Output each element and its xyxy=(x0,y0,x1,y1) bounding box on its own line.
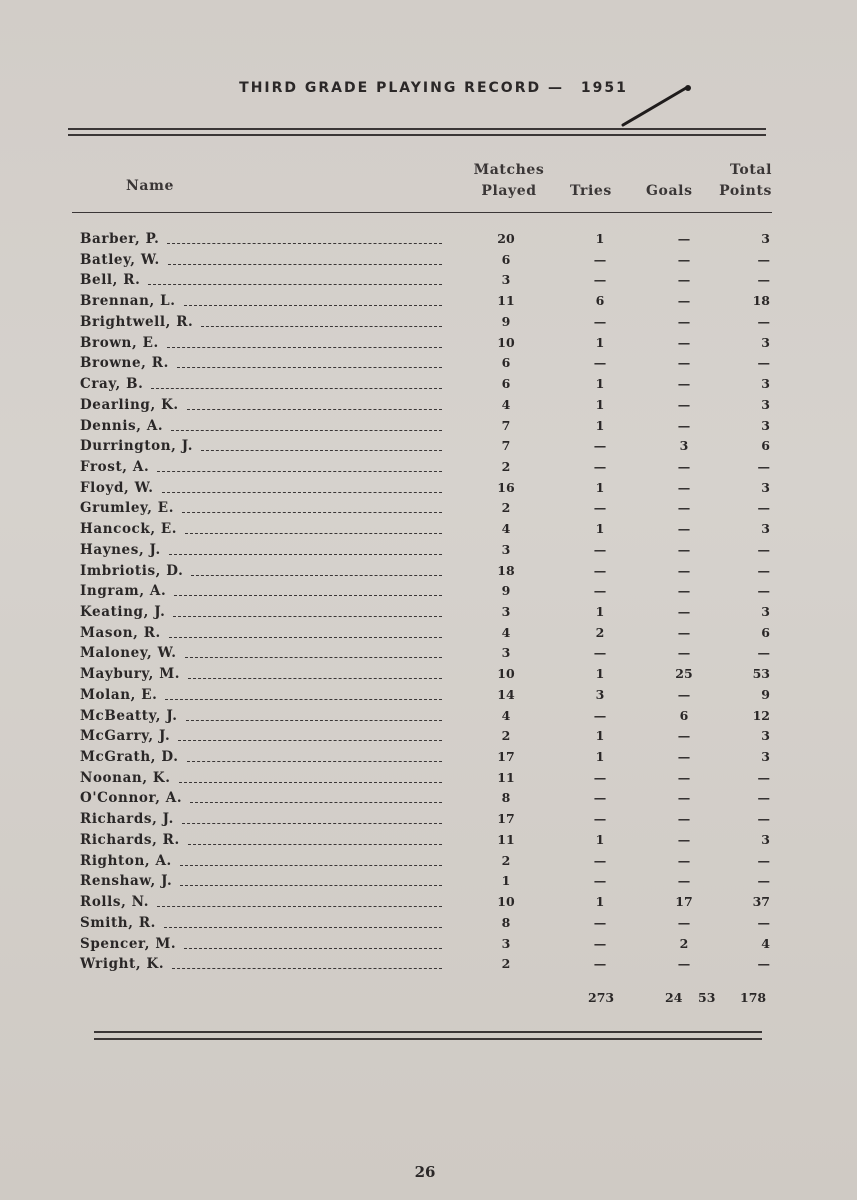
table-row xyxy=(0,436,857,456)
total-points-value: — xyxy=(757,272,770,288)
table-row xyxy=(0,312,857,332)
player-name: Spencer, M. xyxy=(80,935,177,952)
tries-value: 1 xyxy=(595,231,605,246)
tries-value: — xyxy=(593,914,607,930)
matches-played: 2 xyxy=(501,458,511,474)
goals-value: — xyxy=(677,583,691,599)
player-name: Richards, R. xyxy=(80,831,180,848)
total-points-value: — xyxy=(757,500,770,516)
total-points-value: 3 xyxy=(761,831,770,847)
title-year: 1951 xyxy=(580,80,628,96)
table-row xyxy=(0,664,857,684)
tries-value: — xyxy=(593,769,607,785)
matches-played: 7 xyxy=(501,438,511,454)
table-row xyxy=(0,954,857,974)
leader-dashes xyxy=(184,296,442,306)
leader-dashes xyxy=(184,939,442,949)
total-points-value: — xyxy=(757,313,770,329)
matches-played: 2 xyxy=(501,728,511,744)
tries-value: — xyxy=(593,645,607,661)
matches-played: 10 xyxy=(497,666,515,682)
leader-dashes xyxy=(188,669,442,679)
goals-value: — xyxy=(677,852,691,868)
player-name: Smith, R. xyxy=(80,914,156,931)
total-points-value: — xyxy=(757,251,770,267)
goals-value: — xyxy=(677,831,691,847)
goals-value: — xyxy=(677,293,691,309)
tries-value: — xyxy=(593,272,607,288)
leader-dashes xyxy=(167,338,442,348)
tries-value: 1 xyxy=(595,417,605,433)
goals-value: — xyxy=(677,604,691,619)
leader-dashes xyxy=(168,255,442,265)
leader-dashes xyxy=(187,752,442,762)
goals-value: — xyxy=(677,686,691,702)
goals-value: — xyxy=(677,521,691,537)
leader-dashes xyxy=(171,421,442,431)
matches-played: 14 xyxy=(497,686,515,702)
total-points-value: 3 xyxy=(761,396,770,412)
tries-value: — xyxy=(593,313,607,329)
leader-dashes xyxy=(177,358,442,368)
matches-played: 8 xyxy=(501,790,511,806)
total-points-value: 4 xyxy=(761,935,770,951)
tries-value: — xyxy=(593,500,607,516)
player-name: Haynes, J. xyxy=(80,541,161,558)
player-name: Barber, P. xyxy=(80,231,160,247)
matches-played: 9 xyxy=(501,583,511,599)
player-name: Maybury, M. xyxy=(80,666,181,683)
total-points-value: — xyxy=(757,458,770,474)
leader-dashes xyxy=(185,648,442,658)
leader-dashes xyxy=(151,379,442,389)
table-row xyxy=(0,768,857,788)
table-row xyxy=(0,416,857,436)
total-points-value: 3 xyxy=(761,479,770,495)
tries-value: — xyxy=(593,707,607,723)
goals-value: — xyxy=(677,769,691,785)
matches-played: 20 xyxy=(497,231,515,246)
leader-dashes xyxy=(157,462,442,472)
tries-value: 1 xyxy=(595,831,605,847)
goals-value: — xyxy=(677,458,691,474)
matches-played: 17 xyxy=(497,749,515,764)
header-tries: Tries xyxy=(570,183,612,199)
table-row xyxy=(0,934,857,954)
tries-value: 1 xyxy=(595,894,605,909)
leader-dashes xyxy=(186,711,442,721)
table-row xyxy=(0,871,857,891)
goals-value: — xyxy=(677,790,691,806)
goals-value: 3 xyxy=(679,438,689,454)
matches-played: 3 xyxy=(501,935,511,951)
table-row xyxy=(0,581,857,601)
table-row xyxy=(0,830,857,850)
header-total-points: Total Points xyxy=(719,162,772,199)
total-points-value: 37 xyxy=(752,894,770,909)
leader-dashes xyxy=(172,959,442,969)
table-row xyxy=(0,353,857,373)
tries-value: — xyxy=(593,790,607,806)
player-name: Richards, J. xyxy=(80,811,174,828)
goals-value: — xyxy=(677,811,691,827)
total-points-value: — xyxy=(757,562,770,578)
goals-value: — xyxy=(677,251,691,267)
tries-value: 1 xyxy=(595,728,605,744)
tries-value: — xyxy=(593,458,607,474)
total-points-value: — xyxy=(757,811,770,827)
matches-played: 7 xyxy=(501,417,511,433)
goals-value: — xyxy=(677,728,691,744)
table-row xyxy=(0,478,857,498)
total-matches: 273 xyxy=(588,990,615,1005)
tries-value: 1 xyxy=(595,521,605,537)
leader-dashes xyxy=(191,566,442,576)
leader-dashes xyxy=(178,731,442,741)
tries-value: — xyxy=(593,438,607,454)
table-row xyxy=(0,291,857,311)
table-row xyxy=(0,788,857,808)
goals-value: — xyxy=(677,749,691,764)
matches-played: 3 xyxy=(501,541,511,557)
leader-dashes xyxy=(182,503,442,513)
tries-value: 1 xyxy=(595,749,605,764)
tries-value: — xyxy=(593,935,607,951)
leader-dashes xyxy=(185,524,442,534)
matches-played: 4 xyxy=(501,707,511,723)
player-name: Dennis, A. xyxy=(80,417,164,434)
tries-value: 1 xyxy=(595,376,605,391)
tries-value: 3 xyxy=(595,686,605,702)
player-name: McGrath, D. xyxy=(80,749,179,765)
tries-value: — xyxy=(593,251,607,267)
goals-value: 25 xyxy=(675,666,693,682)
header-rule xyxy=(72,212,772,213)
player-name: Cray, B. xyxy=(80,376,144,392)
total-points-value: 3 xyxy=(761,749,770,764)
leader-dashes xyxy=(174,586,442,596)
tries-value: 1 xyxy=(595,604,605,619)
table-row xyxy=(0,726,857,746)
matches-played: 10 xyxy=(497,894,515,909)
goals-value: — xyxy=(677,355,691,371)
pen-mark-icon xyxy=(618,80,698,130)
player-name: Maloney, W. xyxy=(80,645,177,662)
player-name: Molan, E. xyxy=(80,686,158,703)
leader-dashes xyxy=(180,876,442,886)
goals-value: — xyxy=(677,500,691,516)
player-name: Floyd, W. xyxy=(80,479,154,496)
matches-played: 2 xyxy=(501,500,511,516)
player-name: Righton, A. xyxy=(80,852,172,869)
leader-dashes xyxy=(169,545,442,555)
total-points-value: 3 xyxy=(761,604,770,619)
matches-played: 4 xyxy=(501,521,511,537)
player-name: Rolls, N. xyxy=(80,894,150,910)
matches-played: 2 xyxy=(501,852,511,868)
tries-value: — xyxy=(593,355,607,371)
matches-played: 10 xyxy=(497,334,515,350)
goals-value: — xyxy=(677,541,691,557)
table-row xyxy=(0,374,857,394)
tries-value: — xyxy=(593,811,607,827)
goals-value: — xyxy=(677,313,691,329)
table-row xyxy=(0,250,857,270)
goals-value: — xyxy=(677,914,691,930)
table-row xyxy=(0,498,857,518)
table-row xyxy=(0,561,857,581)
total-points: 178 xyxy=(740,990,767,1005)
tries-value: 6 xyxy=(595,293,605,309)
total-points-value: — xyxy=(757,645,770,661)
table-row xyxy=(0,395,857,415)
tries-value: 1 xyxy=(595,479,605,495)
matches-played: 9 xyxy=(501,313,511,329)
player-name: Renshaw, J. xyxy=(80,873,173,890)
tries-value: 1 xyxy=(595,666,605,682)
table-row xyxy=(0,519,857,539)
table-row xyxy=(0,851,857,871)
total-points-value: — xyxy=(757,355,770,371)
total-points-value: 53 xyxy=(752,666,770,682)
player-name: Wright, K. xyxy=(80,956,165,973)
matches-played: 2 xyxy=(501,956,511,972)
table-row xyxy=(0,457,857,477)
total-points-value: — xyxy=(757,583,770,599)
player-name: Grumley, E. xyxy=(80,500,175,517)
player-name: Ingram, A. xyxy=(80,583,167,600)
leader-dashes xyxy=(164,918,442,928)
leader-dashes xyxy=(173,607,442,617)
table-row xyxy=(0,229,857,249)
tries-value: — xyxy=(593,541,607,557)
goals-value: 2 xyxy=(679,935,689,951)
title-text: THIRD GRADE PLAYING RECORD — xyxy=(239,80,564,96)
matches-played: 1 xyxy=(501,873,511,889)
page-title xyxy=(0,80,857,96)
player-name: Durrington, J. xyxy=(80,438,194,455)
tries-value: 2 xyxy=(595,624,605,640)
player-name: Hancock, E. xyxy=(80,521,178,538)
goals-value: — xyxy=(677,624,691,640)
tries-value: 1 xyxy=(595,334,605,350)
player-name: McGarry, J. xyxy=(80,728,171,745)
tries-value: 1 xyxy=(595,396,605,412)
player-name: Noonan, K. xyxy=(80,769,171,786)
top-rule xyxy=(68,128,766,130)
total-points-value: — xyxy=(757,914,770,930)
table-row xyxy=(0,540,857,560)
leader-dashes xyxy=(148,275,442,285)
leader-dashes xyxy=(201,441,442,451)
player-name: Frost, A. xyxy=(80,458,150,475)
top-rule-2 xyxy=(68,134,766,136)
matches-played: 3 xyxy=(501,645,511,661)
total-points-value: 18 xyxy=(752,293,770,309)
goals-value: — xyxy=(677,417,691,433)
table-row xyxy=(0,333,857,353)
player-name: McBeatty, J. xyxy=(80,707,178,724)
leader-dashes xyxy=(201,317,442,327)
tries-value: — xyxy=(593,583,607,599)
matches-played: 11 xyxy=(497,769,515,785)
table-row xyxy=(0,685,857,705)
leader-dashes xyxy=(188,835,442,845)
goals-value: — xyxy=(677,272,691,288)
bottom-rule xyxy=(94,1031,762,1033)
player-name: Batley, W. xyxy=(80,251,160,268)
table-row xyxy=(0,892,857,912)
table-row xyxy=(0,913,857,933)
player-name: Brown, E. xyxy=(80,334,159,351)
leader-dashes xyxy=(165,690,442,700)
table-row xyxy=(0,623,857,643)
goals-value: — xyxy=(677,231,691,246)
total-points-value: 3 xyxy=(761,334,770,350)
leader-dashes xyxy=(162,483,442,493)
total-points-value: 6 xyxy=(761,624,770,640)
goals-value: — xyxy=(677,645,691,661)
matches-played: 6 xyxy=(501,251,511,267)
goals-value: — xyxy=(677,956,691,972)
goals-value: — xyxy=(677,334,691,350)
header-goals: Goals xyxy=(646,183,693,199)
matches-played: 17 xyxy=(497,811,515,827)
leader-dashes xyxy=(167,234,442,244)
player-name: O'Connor, A. xyxy=(80,790,183,807)
leader-dashes xyxy=(180,856,442,866)
matches-played: 3 xyxy=(501,604,511,619)
table-row xyxy=(0,706,857,726)
matches-played: 6 xyxy=(501,355,511,371)
header-matches: Matches Played xyxy=(473,162,545,199)
matches-played: 3 xyxy=(501,272,511,288)
leader-dashes xyxy=(157,897,442,907)
player-name: Keating, J. xyxy=(80,604,166,620)
goals-value: — xyxy=(677,396,691,412)
total-points-value: — xyxy=(757,852,770,868)
matches-played: 8 xyxy=(501,914,511,930)
goals-value: 6 xyxy=(679,707,689,723)
player-name: Browne, R. xyxy=(80,355,169,372)
total-points-value: — xyxy=(757,790,770,806)
table-row xyxy=(0,747,857,767)
total-points-value: — xyxy=(757,769,770,785)
total-points-value: 3 xyxy=(761,376,770,391)
leader-dashes xyxy=(179,773,442,783)
total-points-value: 6 xyxy=(761,438,770,454)
player-name: Bell, R. xyxy=(80,272,141,289)
table-row xyxy=(0,270,857,290)
matches-played: 11 xyxy=(497,831,515,847)
table-row xyxy=(0,602,857,622)
leader-dashes xyxy=(187,400,442,410)
tries-value: — xyxy=(593,852,607,868)
bottom-rule-2 xyxy=(94,1038,762,1040)
page-number: 26 xyxy=(414,1163,436,1181)
player-name: Brightwell, R. xyxy=(80,313,194,330)
total-points-value: — xyxy=(757,873,770,889)
matches-played: 4 xyxy=(501,396,511,412)
matches-played: 11 xyxy=(497,293,515,309)
total-points-value: 3 xyxy=(761,728,770,744)
total-tries: 24 xyxy=(665,990,683,1005)
leader-dashes xyxy=(169,628,442,638)
matches-played: 4 xyxy=(501,624,511,640)
goals-value: — xyxy=(677,479,691,495)
table-row xyxy=(0,809,857,829)
header-name: Name xyxy=(126,178,174,194)
tries-value: — xyxy=(593,873,607,889)
total-points-value: — xyxy=(757,956,770,972)
player-name: Brennan, L. xyxy=(80,293,176,310)
goals-value: — xyxy=(677,376,691,391)
total-points-value: 9 xyxy=(761,686,770,702)
tries-value: — xyxy=(593,562,607,578)
total-points-value: — xyxy=(757,541,770,557)
leader-dashes xyxy=(190,793,442,803)
matches-played: 6 xyxy=(501,376,511,391)
total-points-value: 3 xyxy=(761,231,770,246)
tries-value: — xyxy=(593,956,607,972)
matches-played: 16 xyxy=(497,479,515,495)
player-name: Mason, R. xyxy=(80,624,161,641)
player-name: Imbriotis, D. xyxy=(80,562,184,579)
goals-value: — xyxy=(677,562,691,578)
total-points-value: 12 xyxy=(752,707,770,723)
player-name: Dearling, K. xyxy=(80,396,179,413)
leader-dashes xyxy=(182,814,442,824)
total-points-value: 3 xyxy=(761,521,770,537)
total-points-value: 3 xyxy=(761,417,770,433)
table-row xyxy=(0,643,857,663)
matches-played: 18 xyxy=(497,562,515,578)
total-goals: 53 xyxy=(698,990,716,1005)
goals-value: — xyxy=(677,873,691,889)
goals-value: 17 xyxy=(675,894,693,909)
